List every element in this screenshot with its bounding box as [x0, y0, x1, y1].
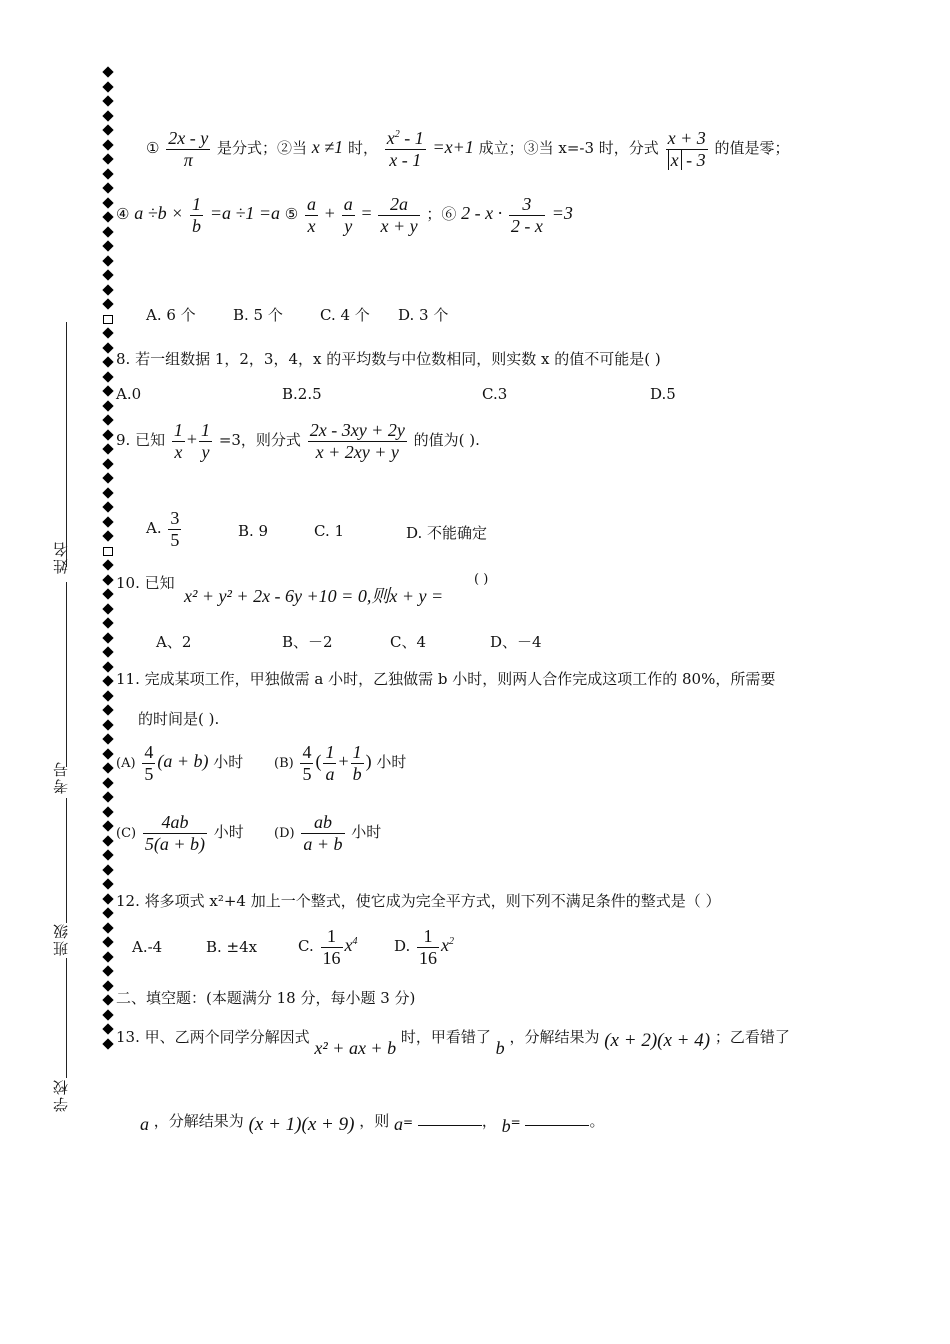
q7-choice-d: D. 3 个: [398, 306, 449, 324]
binding-diamond-icon: [102, 458, 113, 469]
binding-diamond-icon: [102, 356, 113, 367]
q8-choice-c: C.3: [482, 385, 508, 403]
binding-diamond-icon: [102, 429, 113, 440]
binding-diamond-icon: [102, 878, 113, 889]
binding-diamond-icon: [102, 226, 113, 237]
q10-choice-d: D、－4: [490, 633, 542, 651]
binding-diamond-icon: [102, 559, 113, 570]
binding-diamond-icon: [102, 255, 113, 266]
q11-option-a: (A) $\frac{4}{5}$ (a + b) 小时: [116, 742, 244, 784]
binding-diamond-icon: [102, 66, 113, 77]
binding-diamond-icon: [102, 327, 113, 338]
binding-diamond-icon: [102, 211, 113, 222]
q8-choice-b: B.2.5: [282, 385, 322, 403]
q8-stem: 8. 若一组数据 1，2，3，4，x 的平均数与中位数相同，则实数 x 的值不可能是( ): [116, 350, 661, 368]
q7-line2: ④ a ÷b × $\frac{1}{b}$ =a ÷1 =a ⑤ $\frac{a}{x}$ + $\frac{a}{y}$ = $\frac{2a}{x + y}$ ；⑥ 2 - x · $\frac{3}{2 - x}$ =3: [116, 194, 573, 236]
binding-diamond-icon: [102, 472, 113, 483]
fraction-a-over-y: $\frac{a}{y}$: [343, 194, 353, 236]
binding-diamond-icon: [102, 849, 113, 860]
q10-choice-c: C、4: [390, 633, 427, 651]
fraction-1-over-b: $\frac{1}{b}$: [192, 194, 202, 236]
binding-diamond-icon: [102, 443, 113, 454]
q12-stem: 12. 将多项式 x²+4 加上一个整式，使它成为完全平方式，则下列不满足条件的整式是（ ）: [116, 892, 721, 910]
binding-diamond-icon: [102, 516, 113, 527]
binding-diamond-icon: [102, 733, 113, 744]
q10-equation: x² + y² + 2x - 6y +10 = 0,则x + y =: [184, 586, 444, 606]
binding-diamond-icon: [102, 661, 113, 672]
binding-diamond-icon: [102, 922, 113, 933]
binding-diamond-icon: [102, 806, 113, 817]
q10-choice-b: B、－2: [282, 633, 333, 651]
fraction-4ab-over-5ab: $\frac{4ab}{5(a + b)}$: [144, 812, 206, 854]
binding-diamond-icon: [102, 400, 113, 411]
binding-square-icon: [103, 547, 113, 556]
binding-diamond-icon: [102, 1023, 113, 1034]
binding-diamond-icon: [102, 994, 113, 1005]
fraction-1-over-x: $\frac{1}{x}$: [173, 420, 183, 462]
binding-diamond-icon: [102, 748, 113, 759]
binding-diamond-icon: [102, 530, 113, 541]
binding-diamond-icon: [102, 632, 113, 643]
q12-choice-d: D. $\frac{1}{16}$ $x^2$: [394, 926, 455, 968]
binding-diamond-icon: [102, 719, 113, 730]
binding-diamond-icon: [102, 777, 113, 788]
q11-stem: 11. 完成某项工作，甲独做需 a 小时，乙独做需 b 小时，则两人合作完成这项工作的 80%，所需要: [116, 670, 776, 688]
binding-diamond-icon: [102, 820, 113, 831]
q10-stem: 10. 已知: [116, 574, 175, 592]
binding-diamond-icon: [102, 835, 113, 846]
binding-diamond-icon: [102, 501, 113, 512]
binding-diamond-icon: [102, 110, 113, 121]
fraction-a-over-x: $\frac{a}{x}$: [307, 194, 317, 236]
answer-blank-b[interactable]: [525, 1111, 589, 1126]
q9-choice-a: A. $\frac{3}{5}$: [146, 508, 180, 550]
q8-choice-a: A.0: [116, 385, 142, 403]
section2-heading: 二、填空题：(本题满分 18 分，每小题 3 分): [116, 989, 416, 1007]
binding-diamond-icon: [102, 893, 113, 904]
binding-diamond-icon: [102, 240, 113, 251]
binding-diamond-icon: [102, 139, 113, 150]
binding-diamond-icon: [102, 646, 113, 657]
binding-diamond-icon: [102, 284, 113, 295]
fraction-1-over-a: $\frac{1}{a}$: [325, 742, 335, 784]
binding-diamond-icon: [102, 762, 113, 773]
class-label: 班级: [52, 922, 70, 956]
q9-choice-b: B. 9: [238, 522, 269, 540]
name-label: 姓名: [52, 540, 70, 574]
fraction-4-over-5-b: $\frac{4}{5}$: [302, 742, 312, 784]
q10-paren: ( ): [474, 572, 489, 587]
fraction-3-over-5: $\frac{3}{5}$: [170, 508, 180, 550]
binding-diamond-icon: [102, 951, 113, 962]
binding-diamond-icon: [102, 197, 113, 208]
binding-diamond-icon: [102, 124, 113, 135]
fraction-2a-over-x-plus-y: $\frac{2a}{x + y}$: [380, 194, 418, 236]
binding-diamond-icon: [102, 269, 113, 280]
fraction-1-over-16-c: $\frac{1}{16}$: [322, 926, 341, 968]
binding-diamond-icon: [102, 965, 113, 976]
binding-diamond-icon: [102, 385, 113, 396]
q12-choice-c: C. $\frac{1}{16}$ $x^4$: [298, 926, 358, 968]
binding-diamond-icon: [102, 690, 113, 701]
q7-choice-b: B. 5 个: [233, 306, 283, 324]
q11-stem-line2: 的时间是( ).: [138, 710, 220, 728]
fraction-x2-1-over-x-1: $\frac{x^2 - 1}{x - 1}$: [386, 128, 424, 170]
binding-diamond-icon: [102, 588, 113, 599]
fraction-x3-over-absx-3: $\frac{x + 3}{x - 3}$: [667, 128, 706, 170]
q9-stem: 9. 已知 $\frac{1}{x}$ + $\frac{1}{y}$ =3，则分式 $\frac{2x - 3xy + 2y}{x + 2xy + y}$ 的值为( ).: [116, 420, 480, 462]
fraction-1-over-16-d: $\frac{1}{16}$: [419, 926, 438, 968]
circled-four-marker: ④: [116, 205, 130, 224]
binding-diamond-icon: [102, 791, 113, 802]
circled-five-marker: ⑤: [284, 205, 299, 224]
binding-diamond-icon: [102, 168, 113, 179]
binding-diamond-icon: [102, 907, 113, 918]
binding-diamond-icon: [102, 153, 113, 164]
q11-option-d: (D) $\frac{ab}{a + b}$ 小时: [274, 812, 382, 854]
q7-line1: ① $\frac{2x - y}{\pi}$ 是分式；②当 x ≠1 时， $\frac{x^2 - 1}{x - 1}$ =x+1 成立；③当 x=-3 时，分式 $\frac{x + 3}{x - 3}$ 的值是零；: [146, 128, 790, 170]
fraction-q9-target: $\frac{2x - 3xy + 2y}{x + 2xy + y}$: [309, 420, 405, 462]
fraction-1-over-b-q11: $\frac{1}{b}$: [352, 742, 362, 784]
circled-one-marker: ①: [146, 139, 160, 158]
q8-choice-d: D.5: [650, 385, 676, 403]
binding-diamond-icon: [102, 81, 113, 92]
binding-diamond-icon: [102, 574, 113, 585]
q7-choice-a: A. 6 个: [146, 306, 196, 324]
binding-square-icon: [103, 315, 113, 324]
fraction-4-over-5: $\frac{4}{5}$: [144, 742, 154, 784]
binding-diamond-icon: [102, 95, 113, 106]
binding-diamond-icon: [102, 182, 113, 193]
q7-choice-c: C. 4 个: [320, 306, 370, 324]
binding-diamond-icon: [102, 1009, 113, 1020]
q13-line1: 13. 甲、乙两个同学分解因式 x² + ax + b 时，甲看错了 b ，分解结果为 (x + 2)(x + 4) ；乙看错了: [116, 1028, 790, 1058]
q9-choice-d: D. 不能确定: [406, 524, 488, 542]
binding-diamond-icon: [102, 603, 113, 614]
exam-no-label: 考号: [52, 760, 70, 794]
fraction-2x-y-over-pi: $\frac{2x - y}{\pi}$: [168, 128, 209, 170]
q13-line2: a ，分解结果为 (x + 1)(x + 9) ，则 a= ， b= 。: [140, 1112, 605, 1136]
binding-diamond-icon: [102, 617, 113, 628]
school-label: 学校: [52, 1078, 70, 1112]
binding-diamond-icon: [102, 487, 113, 498]
binding-diamond-icon: [102, 936, 113, 947]
q9-choice-c: C. 1: [314, 522, 345, 540]
q11-option-c: (C) $\frac{4ab}{5(a + b)}$ 小时: [116, 812, 244, 854]
binding-diamond-icon: [102, 675, 113, 686]
q10-choice-a: A、2: [156, 633, 192, 651]
binding-diamond-icon: [102, 342, 113, 353]
fraction-1-over-y: $\frac{1}{y}$: [201, 420, 211, 462]
binding-diamond-icon: [102, 298, 113, 309]
q12-choice-b: B. ±4x: [206, 938, 258, 956]
q11-option-b: (B) $\frac{4}{5}$ ( $\frac{1}{a}$ + $\frac{1}{b}$ ) 小时: [274, 742, 407, 784]
binding-diamond-icon: [102, 980, 113, 991]
answer-blank-a[interactable]: [418, 1111, 482, 1126]
binding-diamond-icon: [102, 1038, 113, 1049]
binding-diamond-icon: [102, 371, 113, 382]
binding-diamond-icon: [102, 864, 113, 875]
q12-choice-a: A.-4: [132, 938, 163, 956]
fraction-3-over-2-x: $\frac{3}{2 - x}$: [510, 194, 543, 236]
binding-diamond-icon: [102, 704, 113, 715]
binding-diamond-icon: [102, 414, 113, 425]
fraction-ab-over-a-plus-b: $\frac{ab}{a + b}$: [303, 812, 343, 854]
